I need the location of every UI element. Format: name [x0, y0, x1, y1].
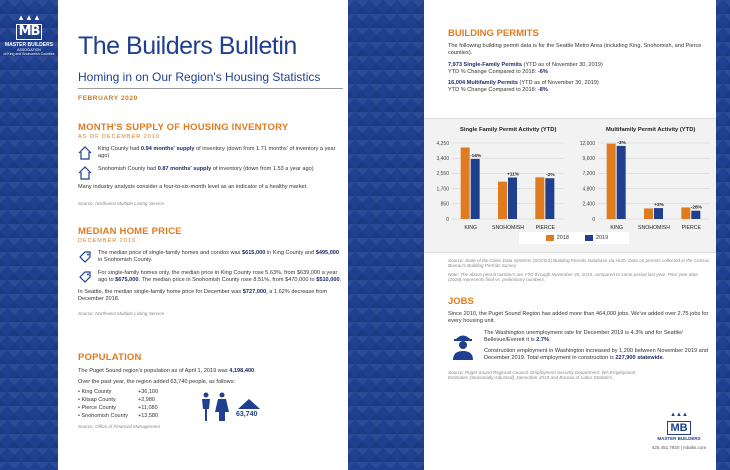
- price-seattle: [78, 289, 344, 303]
- population-source: Source: Office of Financial Management: [78, 424, 160, 429]
- footer-logo: [649, 412, 709, 450]
- sf-change-value: -6%: [537, 69, 548, 75]
- jobs-p2-a: The Washington unemployment rate for December 2019 is 4.3% and for Seattle/ Bellevue/Everett it is: [484, 330, 683, 343]
- price-snoho-median: $495,000: [315, 250, 340, 256]
- county-growth: +36,100: [138, 389, 159, 395]
- y-tick-label: 2,400: [582, 201, 595, 208]
- y-tick-label: 4,250: [436, 140, 449, 147]
- bar-2019: [471, 159, 480, 219]
- permits-sources: [448, 258, 710, 282]
- category-label: KING: [464, 225, 478, 231]
- bar-2018: [498, 182, 507, 219]
- y-tick-label: 0: [446, 216, 449, 223]
- price-snoho-sf: $510,000: [316, 277, 340, 283]
- house-icon: [78, 166, 92, 180]
- price-source: Source: Northwest Multiple Listing Service: [78, 311, 165, 316]
- y-tick-label: 850: [440, 201, 449, 208]
- mf-permits-count: 16,004 Multifamily Permits: [448, 80, 518, 86]
- jobs-source: Source: Puget Sound Regional Council, Employment Security Department: WA Employment Estimates (Seasonally Adjusted), December 2019 and Bureau of Labor Statistics.: [448, 370, 636, 380]
- jobs-p3: [484, 348, 710, 362]
- price-section: [78, 226, 344, 316]
- price-tag-icon: [78, 250, 92, 264]
- permits-heading: BUILDING PERMITS: [448, 28, 539, 39]
- population-total-text: [78, 368, 344, 375]
- price-seattle-median: $727,000: [242, 289, 267, 295]
- county-growth: +2,980: [138, 397, 155, 403]
- supply-snoho-row: [78, 166, 344, 180]
- category-label: PIERCE: [681, 225, 701, 231]
- price-p2-e: .: [339, 277, 342, 283]
- house-icon: [78, 146, 92, 160]
- y-tick-label: 2,550: [436, 171, 449, 178]
- mf-change-label: YTD % Change Compared to 2018:: [448, 87, 538, 93]
- price-p1-e: in Snohomish County.: [98, 257, 153, 263]
- footer-name: MASTER BUILDERS: [657, 436, 701, 441]
- bar-2019: [545, 178, 554, 219]
- legend-swatch-2019: [585, 235, 593, 241]
- supply-heading: MONTH'S SUPPLY OF HOUSING INVENTORY: [78, 122, 289, 133]
- category-label: PIERCE: [535, 225, 555, 231]
- sf-change-label: YTD % Change Compared to 2018:: [448, 69, 538, 75]
- legend-label-2018: 2018: [556, 235, 569, 241]
- jobs-unemployment: 2.7%: [536, 337, 549, 343]
- category-label: SNOHOMISH: [492, 225, 524, 231]
- list-item: [78, 404, 173, 412]
- footer-contact: 425.451.7920 | mbaks.com: [651, 445, 707, 450]
- county-name: • Pierce County: [78, 404, 138, 412]
- permits-section: [448, 28, 710, 94]
- permits-source: Source: State of the Cities Data Systems (SOCDS) Building Permits Database via HUD. Data on permits collected in the Census Bureau's Building Permits Survey.: [448, 258, 710, 268]
- bar-2019: [508, 178, 517, 219]
- price-row-2: [78, 270, 344, 284]
- supply-note: Many industry analysts consider a four-to-six-month level as an indicator of a healthy market.: [78, 184, 308, 190]
- population-section: [78, 352, 344, 429]
- jobs-p2: [484, 330, 710, 344]
- people-icon: [198, 392, 232, 422]
- legend-swatch-2018: [546, 235, 554, 241]
- y-tick-label: 0: [592, 216, 595, 223]
- y-tick-label: 1,700: [436, 186, 449, 193]
- issue-date: FEBRUARY 2020: [78, 95, 138, 102]
- page-subtitle: Homing in on Our Region's Housing Statistics: [78, 70, 343, 89]
- population-growth-text: Over the past year, the region added 63,740 people, as follows:: [78, 379, 236, 385]
- y-tick-label: 12,000: [579, 140, 595, 147]
- mf-permit-chart: [572, 137, 714, 233]
- price-p1-c: in King County and: [265, 250, 316, 256]
- increase-arrow-icon: [238, 399, 260, 409]
- mba-logo: [2, 14, 56, 56]
- right-pattern-band: [716, 0, 730, 470]
- supply-king-value: 0.94 months' supply: [140, 146, 195, 152]
- mf-chart-title: Multifamily Permit Activity (YTD): [606, 127, 696, 133]
- y-tick-label: 7,200: [582, 171, 595, 178]
- supply-king-post: of inventory (down from 1.71 months' of inventory a year ago): [98, 146, 336, 159]
- bar-2018: [607, 144, 616, 219]
- price-king-sf: $675,000: [115, 277, 139, 283]
- price-p3-a: In Seattle, the median single-family home price for December was: [78, 289, 243, 295]
- list-item: [78, 388, 173, 396]
- legend-label-2019: 2019: [596, 235, 609, 241]
- permits-intro: The following building permit data is for the Seattle Metro Area (including King, Snohomish, and Pierce counties).: [448, 43, 702, 56]
- price-p2-a: For single-family homes only, the median price in King County rose 5.63%, from $639,000 a year ago to: [98, 270, 338, 283]
- bar-2018: [644, 208, 653, 219]
- supply-king-row: [78, 146, 344, 160]
- roof-icon: ▲▲▲: [670, 412, 688, 418]
- y-tick-label: 4,800: [582, 186, 595, 193]
- left-page: [58, 0, 348, 470]
- permits-mf: [448, 80, 710, 94]
- list-item: [78, 396, 173, 404]
- price-subheading: DECEMBER 2019: [78, 238, 136, 244]
- price-tag-icon: [78, 270, 92, 284]
- change-annotation: +11%: [506, 172, 520, 178]
- population-p1-c: .: [254, 368, 256, 374]
- y-tick-label: 9,600: [582, 156, 595, 162]
- list-item: [78, 412, 173, 420]
- price-p1-a: The median price of single-family homes and condos was: [98, 250, 242, 256]
- jobs-p3-a: Construction employment in Washington increased by 1,200 between November 2019 and December 2019. Total employment in construction is: [484, 348, 708, 361]
- category-label: SNOHOMISH: [638, 225, 670, 231]
- bar-2019: [617, 146, 626, 219]
- sf-permits-count: 7,973 Single-Family Permits: [448, 62, 522, 68]
- category-label: KING: [610, 225, 624, 231]
- sf-chart-title: Single Family Permit Activity (YTD): [460, 127, 557, 133]
- price-p3-c: , a 1.62% decrease from December 2018.: [78, 289, 328, 302]
- footer-mark: MB: [667, 421, 690, 435]
- mf-permits-post: (YTD as of November 30, 2019): [517, 80, 599, 86]
- permits-sf: [448, 62, 710, 76]
- supply-subheading: AS OF DECEMBER 2019: [78, 134, 160, 140]
- bar-2018: [461, 147, 470, 219]
- supply-snoho-pre: Snohomish County had: [98, 166, 158, 172]
- county-growth: +13,580: [138, 413, 159, 419]
- sf-permits-post: (YTD as of November 30, 2019): [522, 62, 603, 68]
- page-title: The Builders Bulletin: [78, 32, 297, 60]
- jobs-p3-c: .: [662, 355, 665, 361]
- jobs-construction-total: 227,900 statewide: [615, 355, 663, 361]
- right-page: [424, 0, 716, 470]
- supply-snoho-value: 0.87 months' supply: [157, 166, 212, 172]
- jobs-p1: Since 2010, the Puget Sound Region has added more than 464,000 jobs. We've added over 2.75 jobs for every housing unit.: [448, 311, 709, 324]
- price-p2-c: . The median price in Snohomish County rose 8.51%, from $470,000 to: [138, 277, 317, 283]
- left-pattern-band: [0, 0, 58, 470]
- change-annotation: -28%: [690, 205, 702, 211]
- jobs-p2-c: .: [548, 337, 551, 343]
- y-tick-label: 3,400: [436, 156, 449, 162]
- center-pattern-band: [348, 0, 424, 470]
- price-king-median: $615,000: [241, 250, 266, 256]
- roof-icon: ▲▲▲: [17, 13, 41, 22]
- population-growth-total: 63,740: [236, 411, 258, 418]
- bar-2018: [681, 207, 690, 219]
- price-heading: MEDIAN HOME PRICE: [78, 226, 182, 237]
- logo-mark: MB: [16, 24, 43, 40]
- jobs-rates-row: [448, 330, 710, 362]
- bar-2018: [535, 177, 544, 219]
- worker-icon: [448, 330, 478, 360]
- mf-change-value: -8%: [537, 87, 548, 93]
- change-annotation: -16%: [470, 153, 482, 159]
- logo-line3: of King and Snohomish Counties: [3, 52, 55, 56]
- supply-section: [78, 122, 344, 206]
- jobs-heading: JOBS: [448, 296, 474, 307]
- county-name: • Snohomish County: [78, 412, 138, 420]
- county-growth: +11,080: [138, 405, 158, 411]
- supply-king-pre: King County had: [98, 146, 141, 152]
- jobs-section: [448, 296, 710, 380]
- bar-2019: [654, 208, 663, 219]
- supply-source: Source: Northwest Multiple Listing Service: [78, 201, 165, 206]
- permits-note: Note: The above permit numbers are YTD through November 30, 2019, compared to same period last year. Prior year data (2018) represents final vs. preliminary numbers.: [448, 272, 698, 282]
- supply-snoho-post: of inventory (down from 1.53 a year ago): [211, 166, 314, 172]
- sf-permit-chart: [426, 137, 568, 233]
- price-row-1: [78, 250, 344, 264]
- logo-line1: MASTER BUILDERS: [4, 42, 54, 48]
- county-name: • Kitsap County: [78, 396, 138, 404]
- chart-legend: [519, 232, 629, 244]
- change-annotation: -3%: [617, 140, 626, 146]
- population-p1-a: The Puget Sound region's population as of April 1, 2019 was: [78, 368, 230, 374]
- population-heading: POPULATION: [78, 352, 142, 363]
- bar-2019: [691, 211, 700, 219]
- county-name: • King County: [78, 388, 138, 396]
- change-annotation: -2%: [546, 173, 555, 179]
- change-annotation: +3%: [654, 203, 664, 209]
- population-total: 4,198,400: [229, 368, 255, 374]
- logo-line2: ASSOCIATION: [17, 48, 41, 52]
